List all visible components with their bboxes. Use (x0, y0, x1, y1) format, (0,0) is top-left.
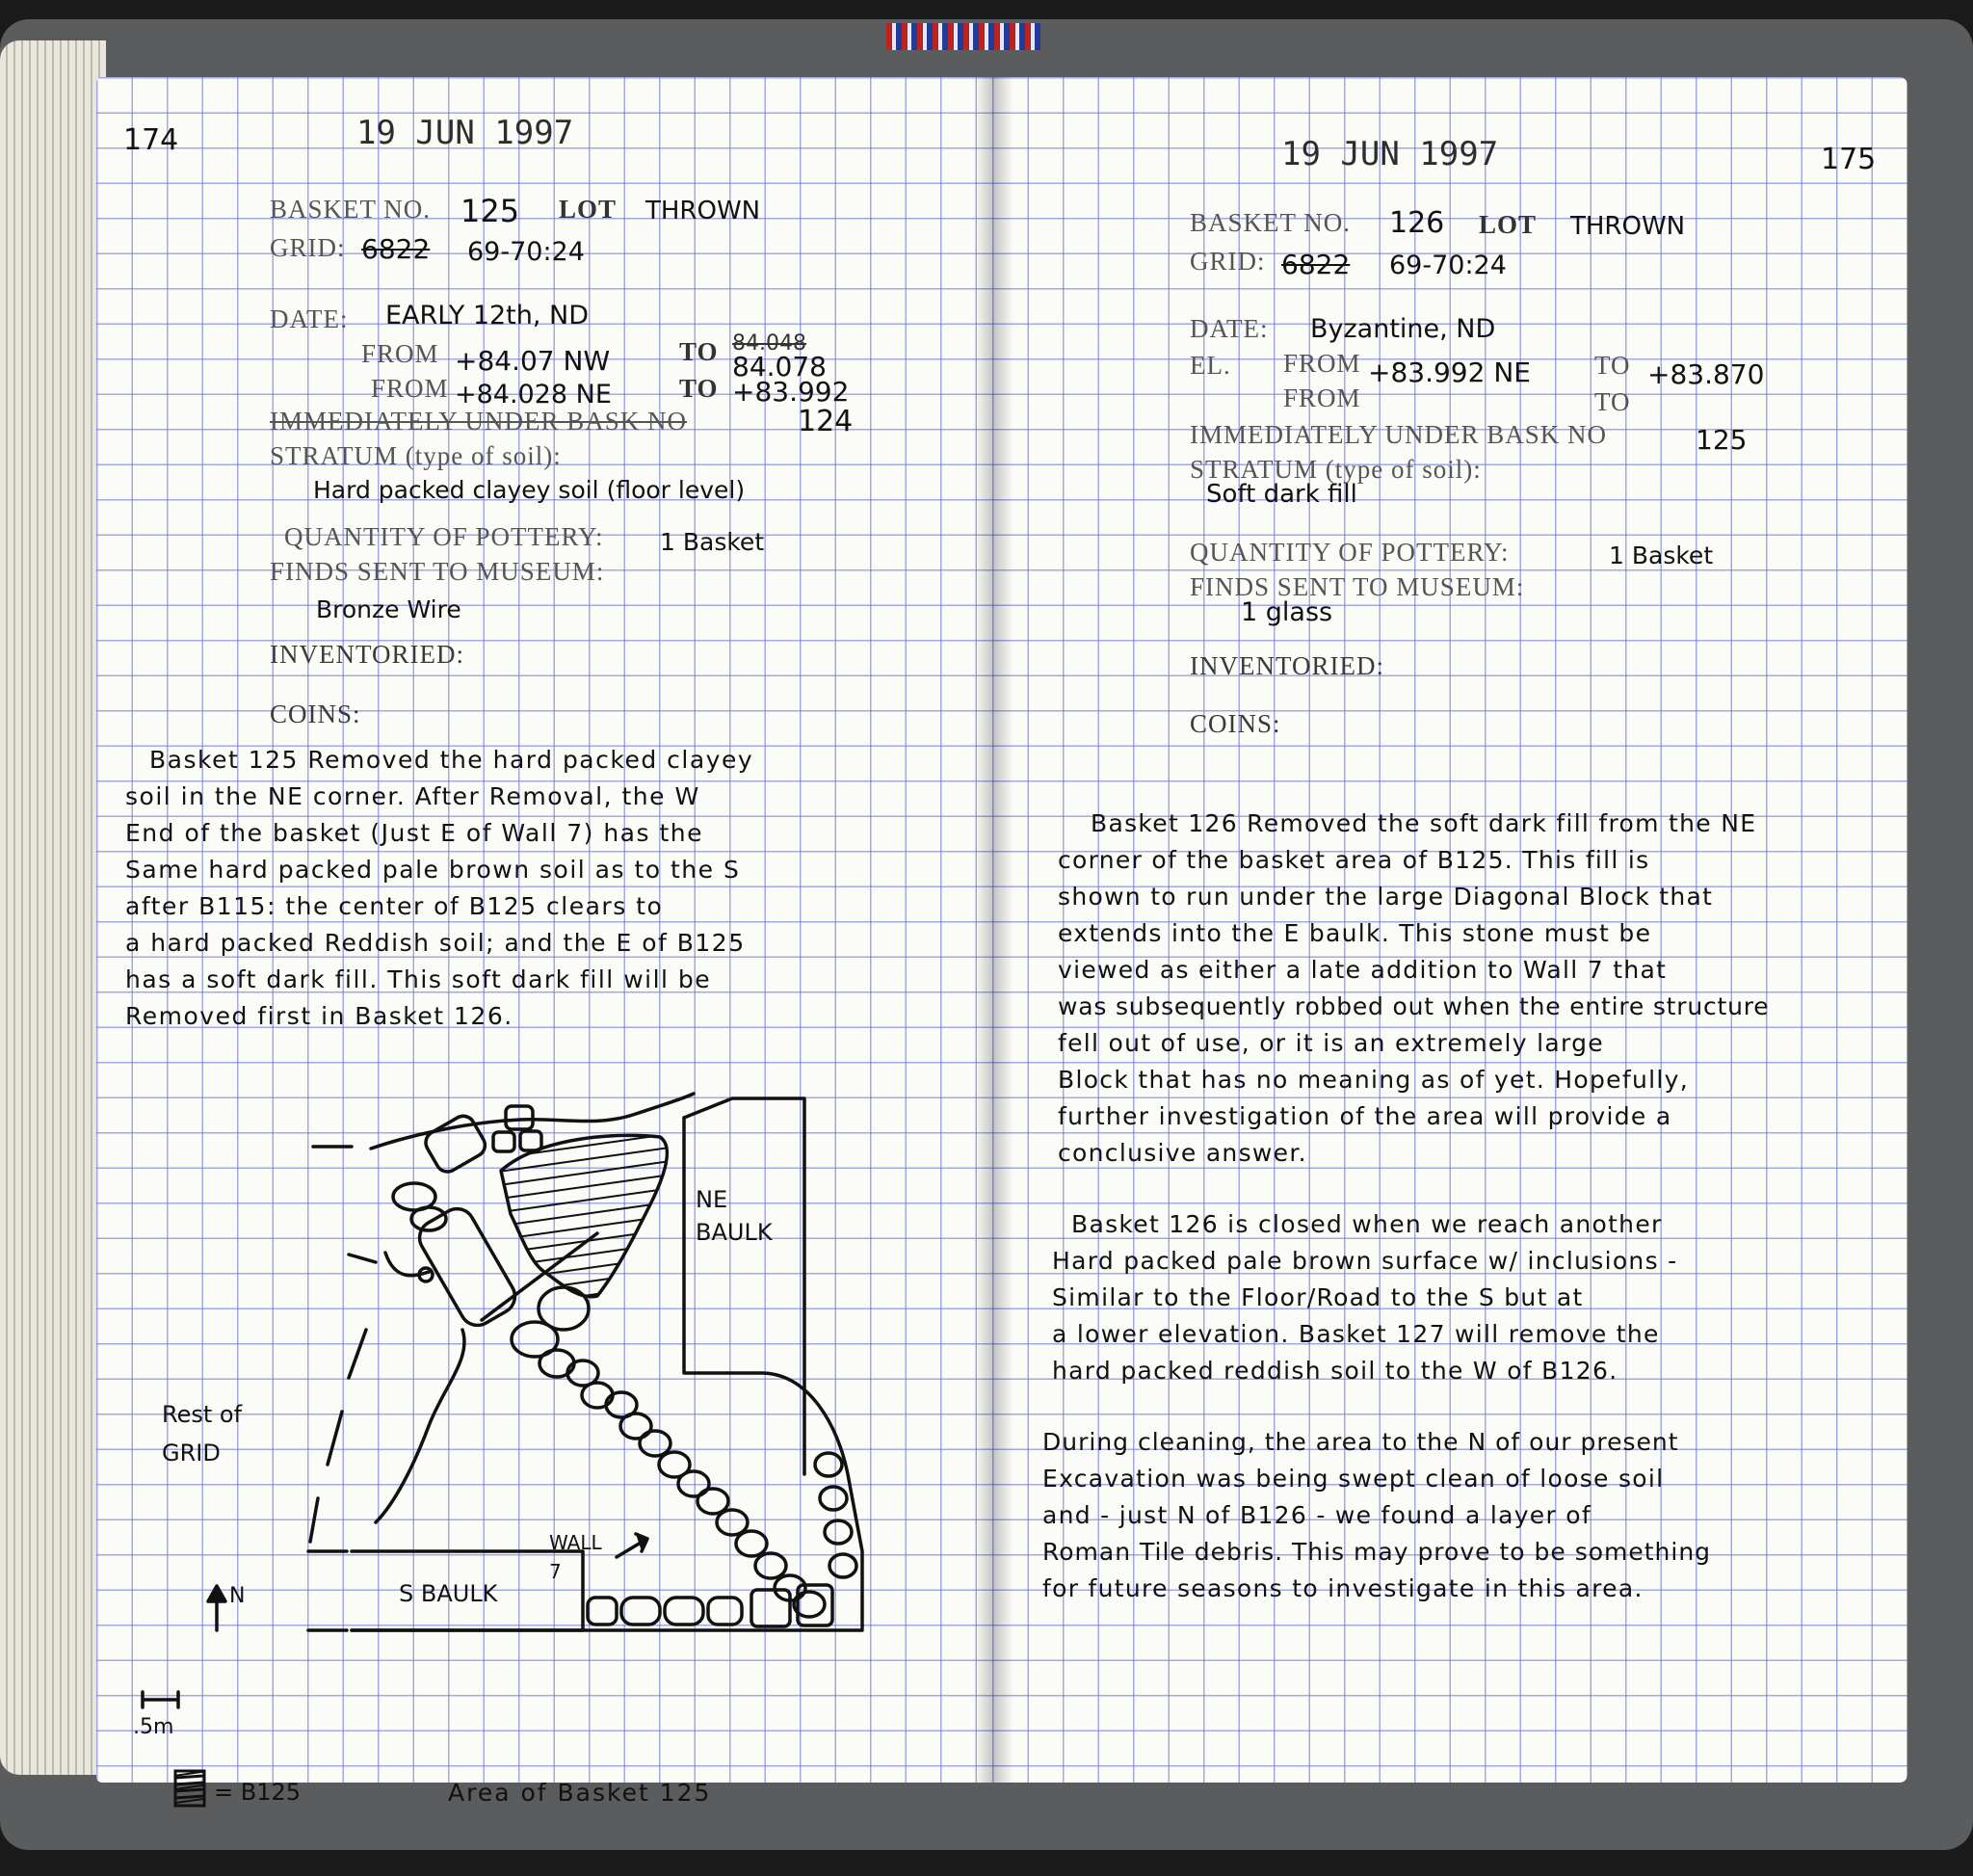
page-number: 175 (1821, 143, 1877, 176)
large-diagonal-block (413, 1202, 521, 1332)
right-page (992, 77, 1907, 1783)
under-value: 125 (1696, 424, 1748, 456)
stratum-label: STRATUM (type of soil): (1190, 455, 1482, 484)
el-label: EL. (1190, 351, 1231, 380)
to-value-1: 84.078 (732, 351, 827, 383)
pottery-label: QUANTITY OF POTTERY: (1190, 538, 1510, 567)
to-label-2: TO (679, 374, 719, 403)
basket-number: 125 (460, 193, 520, 229)
coins-label: COINS: (1190, 709, 1281, 738)
lot-label: LOT (1479, 210, 1538, 239)
sketch-caption: Area of Basket 125 (448, 1779, 712, 1807)
note-line: hard packed reddish soil to the W of B126. (1052, 1357, 1618, 1385)
from-value-1: +83.992 NE (1368, 357, 1531, 388)
date-stamp: 19 JUN 1997 (356, 114, 574, 152)
finds-value: 1 glass (1241, 597, 1333, 627)
s-baulk-label: S BAULK (399, 1580, 498, 1607)
note-line: Basket 125 Removed the hard packed clayey (149, 746, 754, 774)
note-line: and - just N of B126 - we found a layer of (1042, 1501, 1592, 1529)
note-line: End of the basket (Just E of Wall 7) has the (125, 819, 703, 847)
date-label: DATE: (270, 304, 349, 333)
note-line: conclusive answer. (1058, 1139, 1307, 1167)
from-label-2: FROM (371, 374, 449, 403)
note-line: Hard packed pale brown surface w/ inclusions - (1052, 1247, 1678, 1275)
note-line: Same hard packed pale brown soil as to the S (125, 856, 741, 884)
grid-value: 69-70:24 (1389, 251, 1507, 280)
grid-struck: 6822 (361, 233, 431, 265)
note-line: a lower elevation. Basket 127 will remove the (1052, 1320, 1660, 1348)
note-line: Removed first in Basket 126. (125, 1002, 513, 1030)
to-label-2: TO (1594, 387, 1631, 416)
under-label: IMMEDIATELY UNDER BASK NO (1190, 420, 1608, 449)
to-value-1: +83.870 (1647, 358, 1765, 390)
from-label-2: FROM (1283, 383, 1361, 412)
coins-label: COINS: (270, 700, 361, 728)
stone (520, 1131, 541, 1150)
ne-baulk-outline (684, 1098, 804, 1474)
note-line: for future seasons to investigate in this area. (1042, 1574, 1644, 1602)
north-label: N (229, 1584, 246, 1608)
inventoried-label: INVENTORIED: (270, 640, 464, 669)
grid-struck: 6822 (1281, 249, 1351, 280)
note-line: soil in the NE corner. After Removal, the W (125, 782, 700, 810)
grid-value: 69-70:24 (467, 237, 585, 267)
to-value-2: +83.992 (732, 376, 850, 408)
under-label: IMMEDIATELY UNDER BASK NO (270, 407, 688, 436)
finds-value: Bronze Wire (316, 595, 461, 623)
pottery-value: 1 Basket (660, 528, 765, 556)
note-line: During cleaning, the area to the N of our present (1042, 1428, 1679, 1456)
date-label: DATE: (1190, 314, 1269, 343)
b125-hatched-area (501, 1135, 667, 1296)
legend-swatch (173, 1769, 208, 1808)
stratum-value: Soft dark fill (1206, 480, 1357, 509)
lot-label: LOT (559, 195, 618, 224)
date-value: Byzantine, ND (1310, 314, 1496, 344)
note-line: viewed as either a late addition to Wall 7 that (1058, 956, 1668, 984)
pottery-value: 1 Basket (1609, 542, 1714, 569)
scale-bar (143, 1692, 178, 1707)
pottery-label: QUANTITY OF POTTERY: (284, 522, 604, 551)
wall-7-label: WALL 7 (549, 1531, 602, 1583)
basket-number: 126 (1389, 206, 1445, 240)
grid-edge-dash (349, 1255, 376, 1262)
note-line: was subsequently robbed out when the entire structure (1058, 992, 1770, 1020)
note-line: Roman Tile debris. This may prove to be something (1042, 1538, 1712, 1566)
area-boundary (385, 1253, 429, 1276)
grid-edge-dash (310, 1330, 366, 1542)
note-line: fell out of use, or it is an extremely large (1058, 1029, 1604, 1057)
from-label-1: FROM (361, 339, 439, 368)
basket-label: BASKET NO. (270, 195, 432, 224)
note-line: corner of the basket area of B125. This fill is (1058, 846, 1650, 874)
note-line: shown to run under the large Diagonal Block that (1058, 883, 1714, 911)
legend-label: = B125 (214, 1779, 302, 1806)
inventoried-label: INVENTORIED: (1190, 651, 1384, 680)
note-line: Basket 126 is closed when we reach another (1071, 1210, 1663, 1238)
note-line: Similar to the Floor/Road to the S but at (1052, 1283, 1584, 1311)
rest-of-grid-label: Rest of GRID (162, 1401, 243, 1466)
finds-label: FINDS SENT TO MUSEUM: (1190, 572, 1525, 601)
lot-value: THROWN (645, 197, 761, 225)
basket-label: BASKET NO. (1190, 208, 1352, 237)
s-baulk-stones (588, 1585, 832, 1626)
page-number: 174 (123, 123, 179, 157)
note-line: Basket 126 Removed the soft dark fill from the NE (1091, 809, 1757, 837)
scale-label: .5m (133, 1715, 174, 1739)
note-line: a hard packed Reddish soil; and the E of B125 (125, 929, 746, 957)
under-value: 124 (798, 405, 854, 438)
from-label-1: FROM (1283, 349, 1361, 378)
page-edges (0, 40, 106, 1775)
north-arrow (208, 1586, 225, 1601)
stratum-value: Hard packed clayey soil (floor level) (313, 476, 746, 504)
stone (422, 1112, 489, 1176)
to-value-1-struck: 84.048 (732, 331, 806, 356)
stone (506, 1106, 533, 1129)
note-line: has a soft dark fill. This soft dark fill will be (125, 965, 712, 993)
note-line: further investigation of the area will provide a (1058, 1102, 1672, 1130)
stone (493, 1132, 514, 1151)
from-value-1: +84.07 NW (455, 345, 611, 377)
grid-label: GRID: (270, 233, 346, 262)
excavation-sketch (96, 77, 992, 1783)
finds-label: FINDS SENT TO MUSEUM: (270, 557, 605, 586)
left-page (96, 77, 992, 1807)
note-line: after B115: the center of B125 clears to (125, 892, 664, 920)
to-label-1: TO (1594, 351, 1631, 380)
stone (411, 1207, 446, 1230)
bookmark-ribbon (886, 23, 1040, 50)
area-boundary (376, 1330, 464, 1522)
note-line: extends into the E baulk. This stone must be (1058, 919, 1652, 947)
stratum-label: STRATUM (type of soil): (270, 441, 562, 470)
to-label-1: TO (679, 337, 719, 366)
note-line: Block that has no meaning as of yet. Hopefully, (1058, 1066, 1689, 1094)
ne-baulk-label: NE BAULK (696, 1186, 773, 1246)
lot-value: THROWN (1570, 212, 1686, 241)
date-stamp: 19 JUN 1997 (1281, 135, 1499, 173)
grid-label: GRID: (1190, 247, 1266, 276)
note-line: Excavation was being swept clean of loose soil (1042, 1465, 1665, 1493)
from-value-2: +84.028 NE (455, 380, 612, 410)
date-value: EARLY 12th, ND (385, 301, 590, 330)
